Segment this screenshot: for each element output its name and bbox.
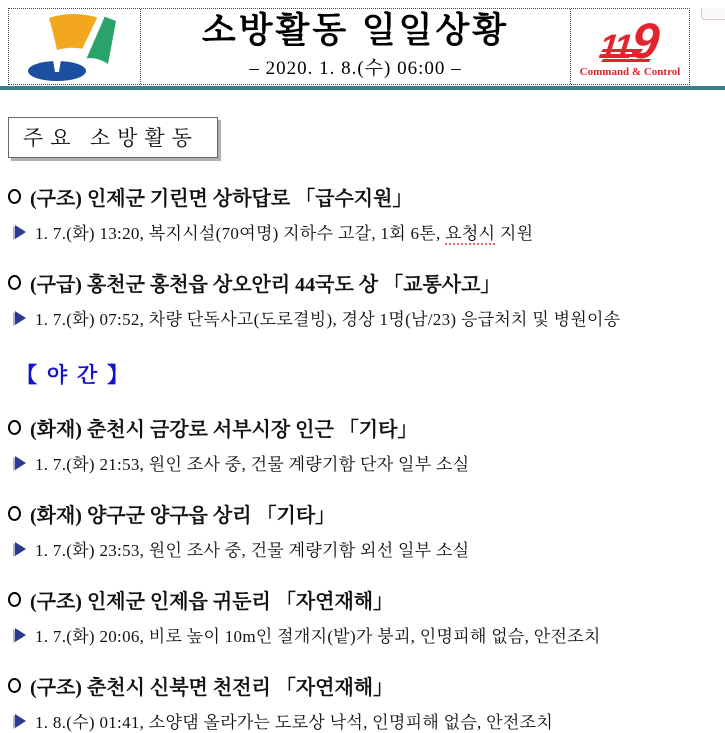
incident-heading-text: (구조) 인제군 인제읍 귀둔리 「자연재해」 [30,591,394,613]
incident-heading [8,182,725,211]
incident-detail [15,219,725,244]
province-logo-cell [9,9,141,84]
digit-9: 9 [628,13,663,69]
report-body [8,182,725,733]
incident-detail-text: 1. 7.(화) 20:06, 비로 높이 10m인 절개지(밭)가 붕괴, 인명피해 없슴, 안전조치 [35,627,601,646]
incident-detail-text: 1. 7.(화) 21:53, 원인 조사 중, 건물 계량기함 단자 일부 소실 [35,455,470,474]
incident-heading-text: (화재) 양구군 양구읍 상리 「기타」 [30,505,336,527]
hollow-circle-icon [8,506,21,521]
triangle-bullet-icon [15,542,26,556]
triangle-bullet-icon [15,311,26,325]
incident-detail [15,536,725,561]
section-title-night: 【 야 간 】 [16,364,131,387]
gangwon-province-logo-icon [19,12,131,82]
incident-entry [8,499,725,561]
incident-detail [15,708,725,733]
incident-detail-text: 1. 8.(수) 01:41, 소양댐 올라가는 도로상 낙석, 인명피해 없슴, 안전조치 [35,713,554,732]
incident-heading [8,671,725,700]
hollow-circle-icon [8,275,21,290]
header-divider-rule [0,86,725,90]
incident-entry [8,671,725,733]
triangle-bullet-icon [15,225,26,239]
incident-detail-text: 1. 7.(화) 07:52, 차량 단독사고(도로결빙), 경상 1명(남/23) 응급처치 및 병원이송 [35,310,621,329]
incident-heading [8,413,725,442]
title-cell [141,9,571,84]
incident-detail [15,450,725,475]
incident-entry [8,585,725,647]
incident-heading-text: (구급) 홍천군 홍천읍 상오안리 44국도 상 「교통사고」 [30,274,501,296]
incident-heading-text: (구조) 인제군 기린면 상하답로 「급수지원」 [30,188,413,210]
digits-11: 11 [597,28,634,66]
report-header [8,8,690,85]
incident-entry [8,268,725,330]
incident-detail-text: 1. 7.(화) 23:53, 원인 조사 중, 건물 계량기함 외선 일부 소실 [35,541,470,560]
hollow-circle-icon [8,420,21,435]
incident-detail [15,305,725,330]
incident-heading-text: (구조) 춘천시 신북면 천전리 「자연재해」 [30,677,394,699]
triangle-bullet-icon [15,456,26,470]
incident-heading [8,268,725,297]
hollow-circle-icon [8,189,21,204]
incident-entry [8,413,725,475]
incident-heading [8,499,725,528]
hollow-circle-icon [8,678,21,693]
logo-119-cell [571,9,689,84]
hollow-circle-icon [8,592,21,607]
incident-heading [8,585,725,614]
logo-119-icon [597,13,663,69]
section-title-major-activities: 주요 소방활동 [8,117,218,158]
incident-entry [8,182,725,244]
triangle-bullet-icon [15,714,26,728]
spellcheck-underlined-word: 요청시 [445,224,496,243]
triangle-bullet-icon [15,628,26,642]
incident-detail [15,622,725,647]
report-date: – 2020. 1. 8.(수) 06:00 – [249,57,462,79]
incident-heading-text: (화재) 춘천시 금강로 서부시장 인근 「기타」 [30,419,418,441]
page-title: 소방활동 일일상황 [201,11,510,51]
incident-detail-text: 1. 7.(화) 13:20, 복지시설(70여명) 지하수 고갈, 1회 6톤, 요청시 지원 [35,224,534,243]
scrollbar-thumb-fragment[interactable] [701,8,725,20]
command-control-caption: Command & Control [579,66,681,78]
